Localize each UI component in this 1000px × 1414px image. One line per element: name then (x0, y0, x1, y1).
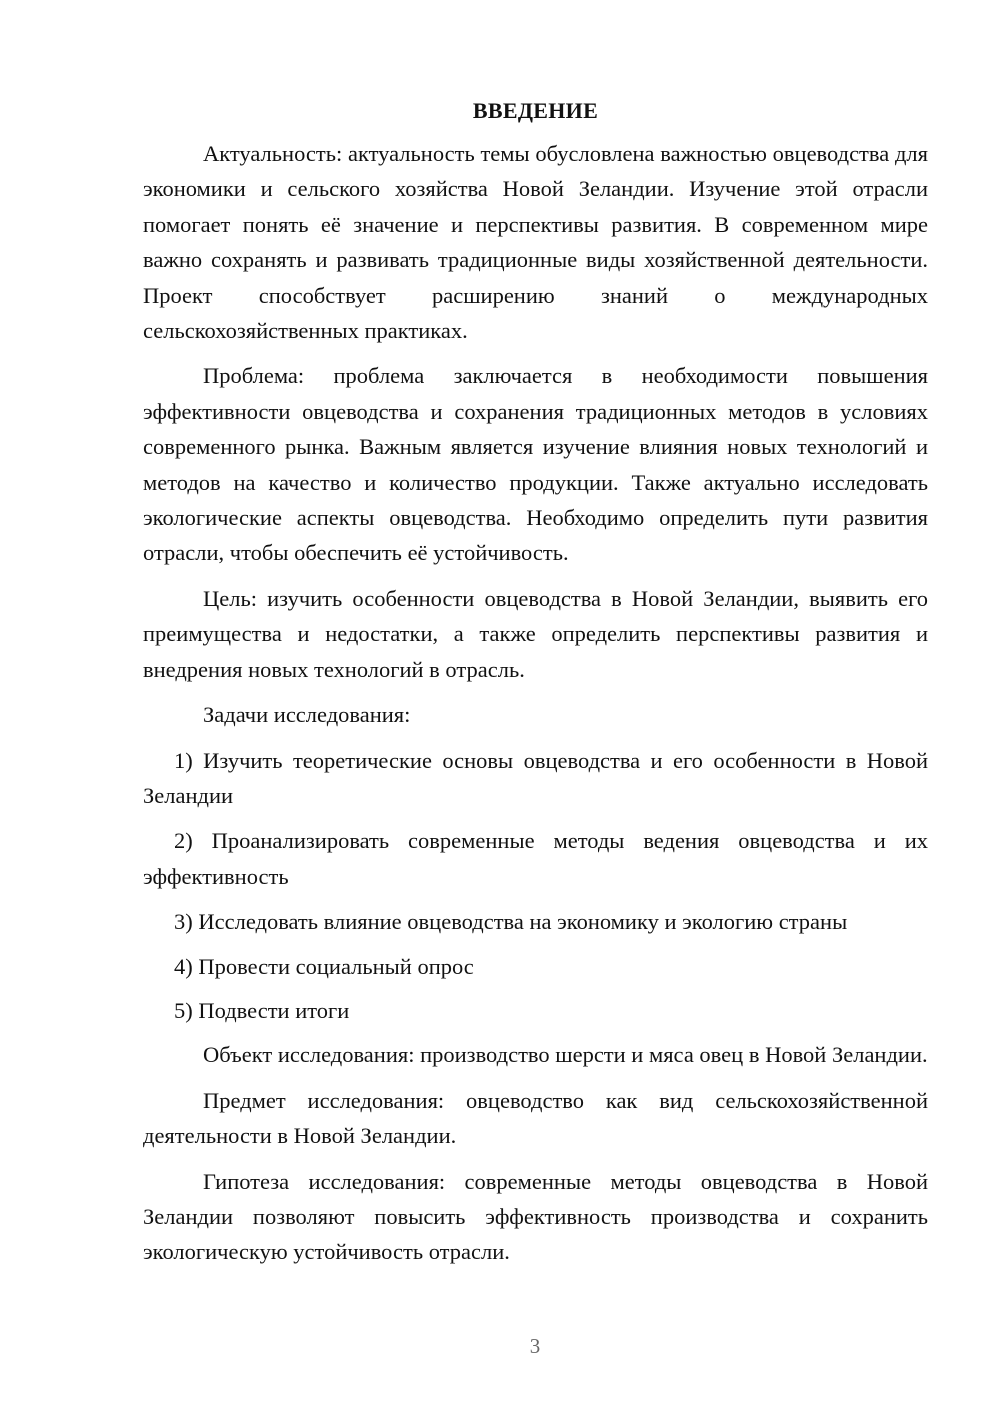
tasks-heading: Задачи исследования: (203, 702, 411, 728)
paragraph-goal: Цель: изучить особенности овцеводства в Новой Зеландии, выявить его преимущества и недостатки, а также определить перспективы развития и внедрения новых технологий в отрасль. (143, 585, 928, 682)
paragraph-subject: Предмет исследования: овцеводство как вид сельскохозяйственной деятельности в Новой Зеландии. (143, 1087, 928, 1149)
paragraph-relevance: Актуальность: актуальность темы обусловлена важностью овцеводства для экономики и сельского хозяйства Новой Зеландии. Изучение этой отрасли помогает понять её значение и перспективы развития. В современном мире важно сохранять и развивать традиционные виды хозяйственной деятельности. Проект способствует расширению знаний о международных сельскохозяйственных практиках. (143, 141, 928, 344)
task-item-2: 2) Проанализировать современные методы ведения овцеводства и их эффективность (143, 828, 928, 889)
paragraph-hypothesis: Гипотеза исследования: современные методы овцеводства в Новой Зеландии позволяют повысить эффективность производства и сохранить экологическую устойчивость отрасли. (143, 1168, 928, 1265)
page-title: ВВЕДЕНИЕ (472, 98, 599, 123)
task-item-5: 5) Подвести итоги (174, 997, 350, 1023)
page-content (143, 96, 928, 1280)
page-number: 3 (529, 1334, 541, 1358)
task-item-3: 3) Исследовать влияние овцеводства на экономику и экологию страны (174, 909, 848, 935)
task-item-1: 1) Изучить теоретические основы овцеводства и его особенности в Новой Зеландии (143, 747, 928, 808)
task-item-4: 4) Провести социальный опрос (174, 953, 474, 979)
paragraph-problem: Проблема: проблема заключается в необходимости повышения эффективности овцеводства и сохранения традиционных методов в условиях современного рынка. Важным является изучение влияния новых технологий и методов на качество и количество продукции. Также актуально исследовать экологические аспекты овцеводства. Необходимо определить пути развития отрасли, чтобы обеспечить её устойчивость. (143, 363, 928, 566)
paragraph-object: Объект исследования: производство шерсти и мяса овец в Новой Зеландии. (203, 1042, 928, 1068)
